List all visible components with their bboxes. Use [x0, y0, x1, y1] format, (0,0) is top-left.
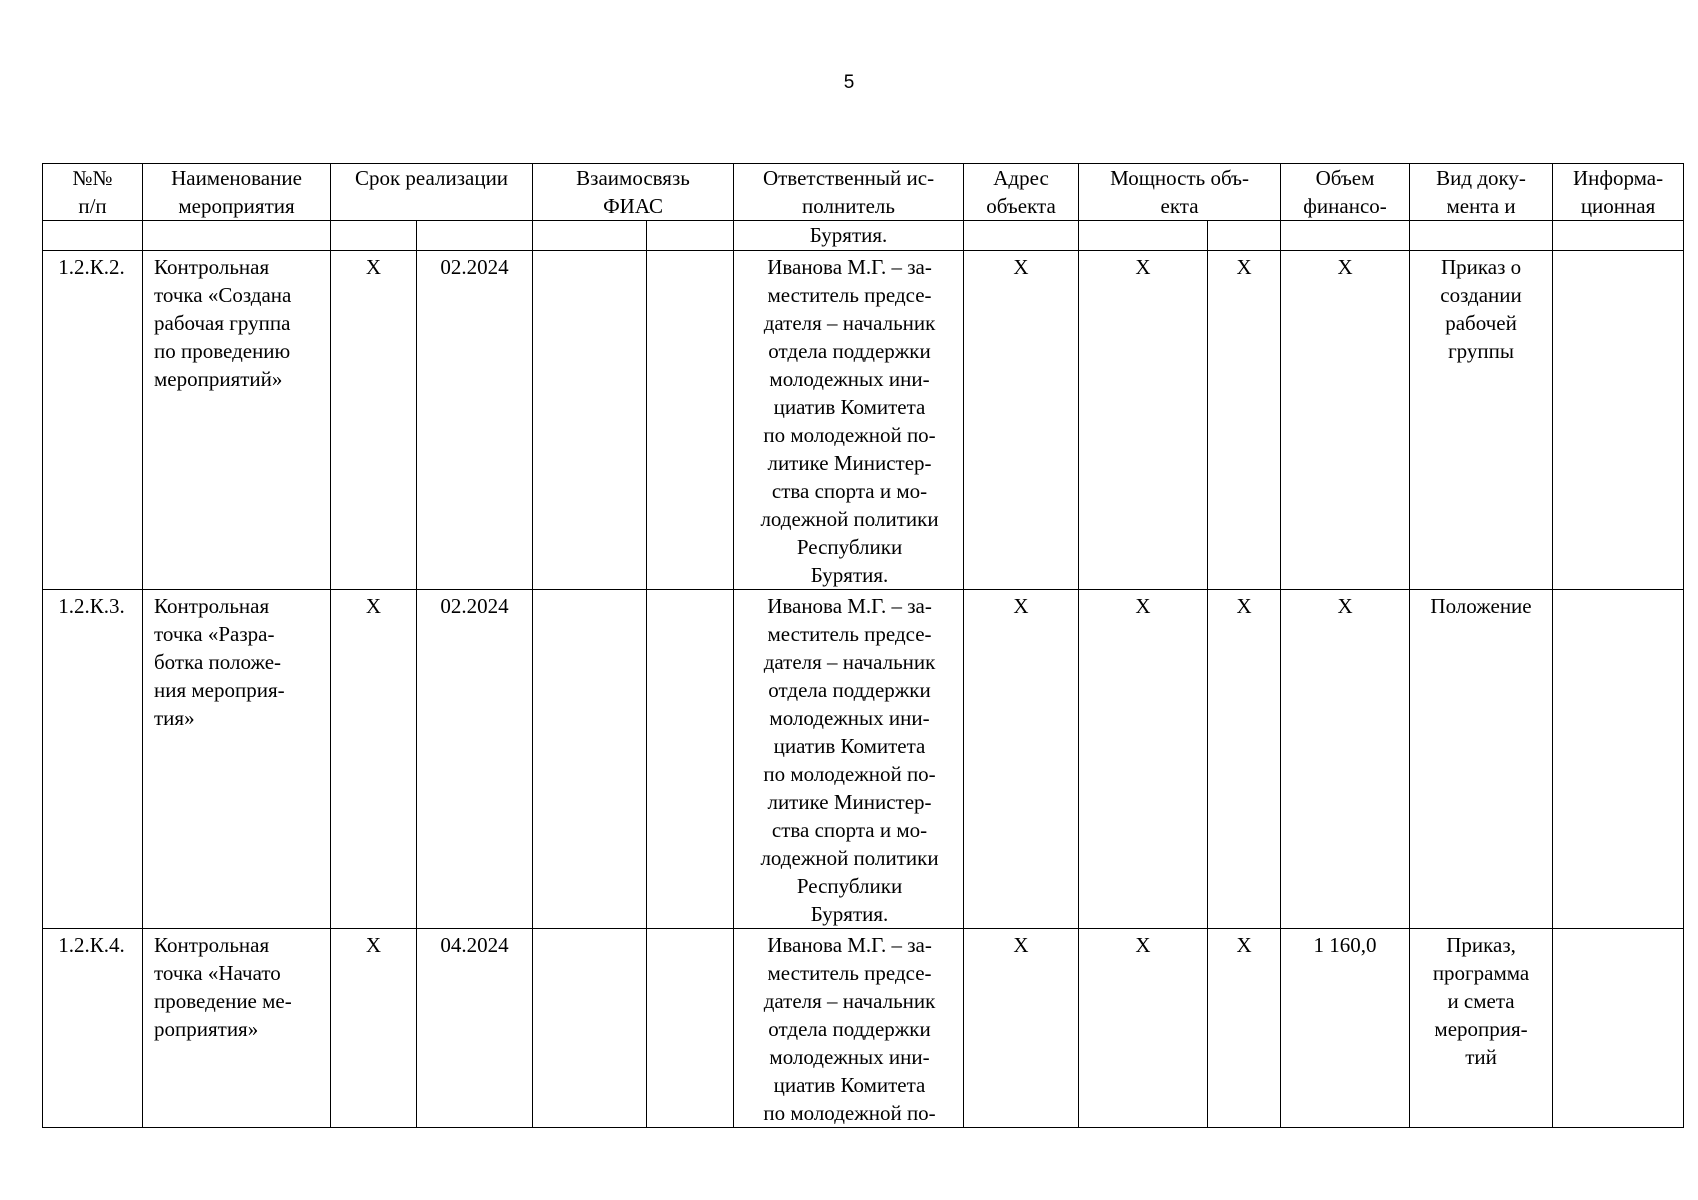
fias-1	[533, 590, 647, 929]
term-end: 02.2024	[417, 251, 533, 590]
header-info: Информа- ционная	[1553, 164, 1684, 221]
activity-name: Контрольная точка «Разра- ботка положе- ния мероприя- тия»	[143, 590, 331, 929]
term-end: 02.2024	[417, 590, 533, 929]
finance: Х	[1281, 590, 1410, 929]
header-fias: Взаимосвязь ФИАС	[533, 164, 734, 221]
info	[1553, 590, 1684, 929]
address: Х	[964, 929, 1079, 1128]
responsible: Иванова М.Г. – за- меститель предсе- дателя – начальник отдела поддержки молодежных ини- циатив Комитета по молодежной по- литике Министер- ства спорта и мо- лодежной политики Республики Бурятия.	[734, 590, 964, 929]
activities-table	[42, 163, 1684, 1128]
activity-name: Контрольная точка «Начато проведение ме- роприятия»	[143, 929, 331, 1128]
responsible: Иванова М.Г. – за- меститель предсе- дателя – начальник отдела поддержки молодежных ини- циатив Комитета по молодежной по-	[734, 929, 964, 1128]
fias-1	[533, 251, 647, 590]
fias-1	[533, 929, 647, 1128]
finance: Х	[1281, 251, 1410, 590]
finance: 1 160,0	[1281, 929, 1410, 1128]
activity-name: Контрольная точка «Создана рабочая группа по проведению мероприятий»	[143, 251, 331, 590]
doctype: Приказ, программа и смета мероприя- тий	[1410, 929, 1553, 1128]
row-number: 1.2.К.3.	[43, 590, 143, 929]
capacity-1: Х	[1079, 929, 1208, 1128]
table-header-row	[43, 164, 1684, 221]
continuation-row	[43, 221, 1684, 251]
header-name: Наименование мероприятия	[143, 164, 331, 221]
term-end: 04.2024	[417, 929, 533, 1128]
header-capacity: Мощность объ- екта	[1079, 164, 1281, 221]
fias-2	[647, 251, 734, 590]
header-finance: Объем финансо-	[1281, 164, 1410, 221]
fias-2	[647, 590, 734, 929]
table-row	[43, 590, 1684, 929]
header-doctype: Вид доку- мента и	[1410, 164, 1553, 221]
row-number: 1.2.К.2.	[43, 251, 143, 590]
address: Х	[964, 590, 1079, 929]
header-address: Адрес объекта	[964, 164, 1079, 221]
row-number: 1.2.К.4.	[43, 929, 143, 1128]
responsible: Иванова М.Г. – за- меститель предсе- дателя – начальник отдела поддержки молодежных ини- циатив Комитета по молодежной по- литике Министер- ства спорта и мо- лодежной политики Республики Бурятия.	[734, 251, 964, 590]
term-start: Х	[331, 929, 417, 1128]
capacity-2: Х	[1208, 590, 1281, 929]
continuation-responsible: Бурятия.	[734, 221, 964, 251]
capacity-2: Х	[1208, 929, 1281, 1128]
capacity-2: Х	[1208, 251, 1281, 590]
capacity-1: Х	[1079, 590, 1208, 929]
table-row	[43, 929, 1684, 1128]
header-responsible: Ответственный ис- полнитель	[734, 164, 964, 221]
header-term: Срок реализации	[331, 164, 533, 221]
page-number: 5	[843, 72, 855, 93]
term-start: Х	[331, 251, 417, 590]
info	[1553, 929, 1684, 1128]
doctype: Положение	[1410, 590, 1553, 929]
term-start: Х	[331, 590, 417, 929]
fias-2	[647, 929, 734, 1128]
address: Х	[964, 251, 1079, 590]
table-row	[43, 251, 1684, 590]
doctype: Приказ о создании рабочей группы	[1410, 251, 1553, 590]
capacity-1: Х	[1079, 251, 1208, 590]
header-num: №№ п/п	[43, 164, 143, 221]
info	[1553, 251, 1684, 590]
